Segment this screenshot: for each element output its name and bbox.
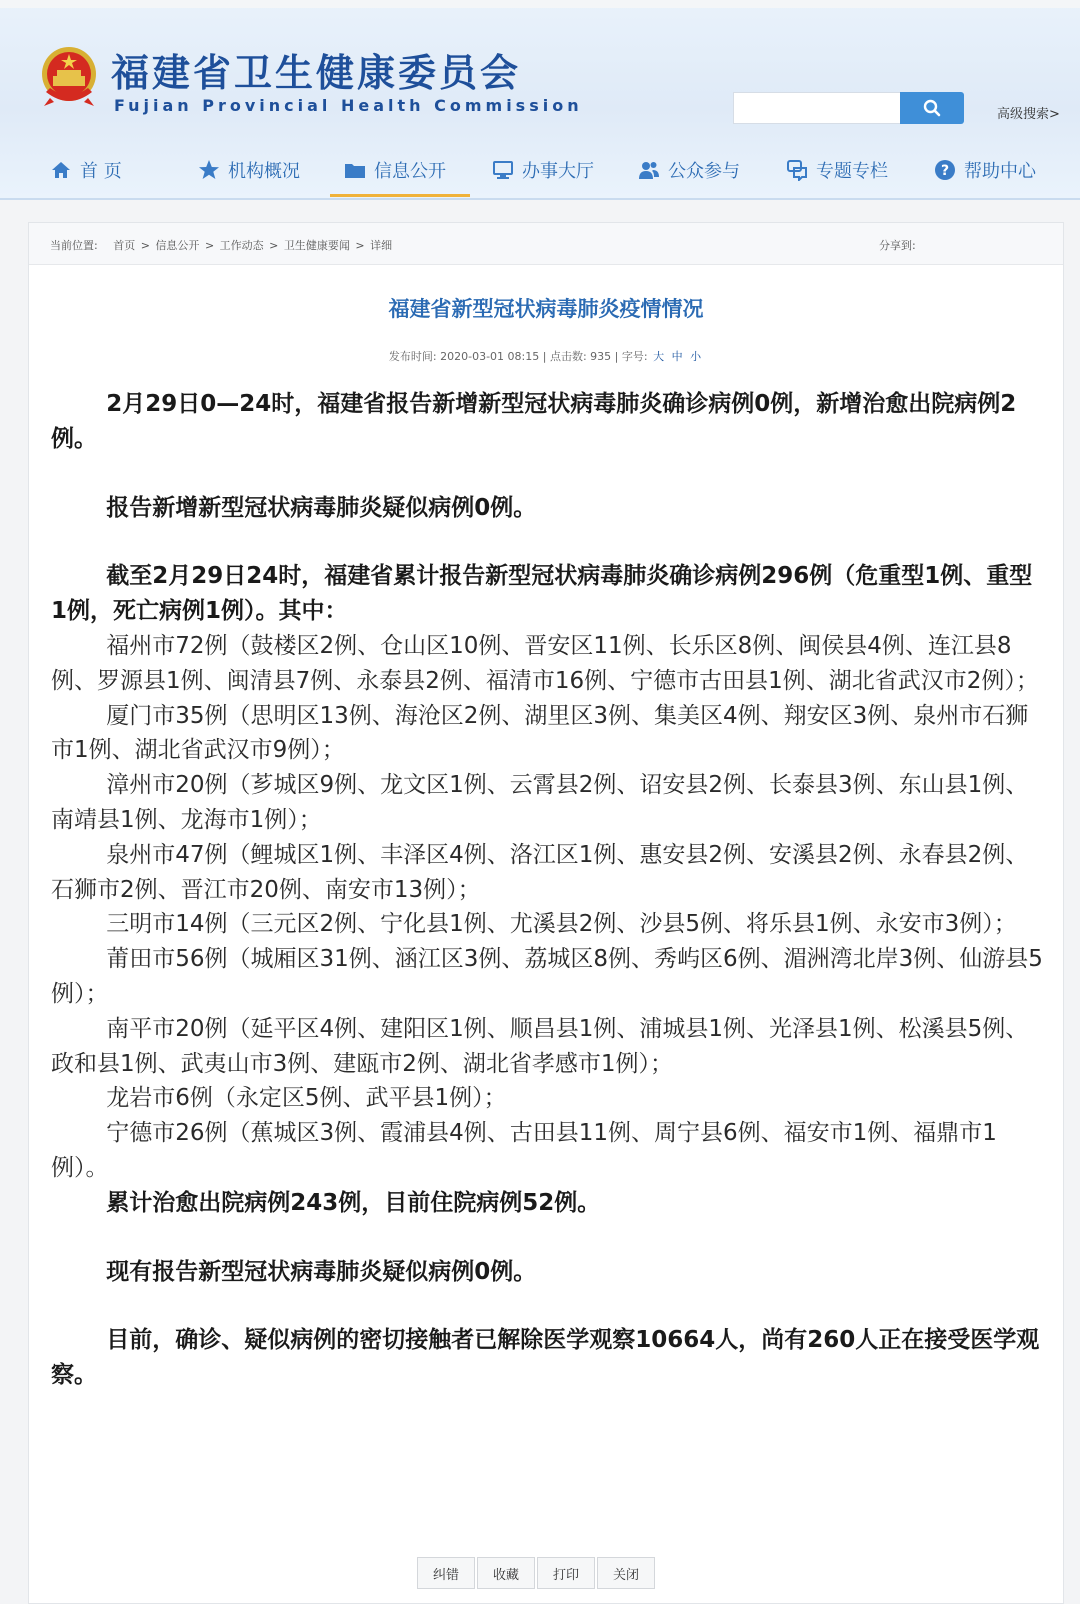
paragraph-putian: 莆田市56例（城厢区31例、涵江区3例、荔城区8例、秀屿区6例、湄洲湾北岸3例、仙游县5例）； <box>51 946 1043 1007</box>
national-emblem-icon <box>38 44 100 110</box>
article-actions <box>417 1557 655 1589</box>
paragraph-zhangzhou: 漳州市20例（芗城区9例、龙文区1例、云霄县2例、诏安县2例、长泰县3例、东山县1例、南靖县1例、龙海市1例）； <box>51 772 1029 833</box>
nav-label: 公众参与 <box>668 161 740 182</box>
print-button[interactable]: 打印 <box>537 1557 595 1589</box>
nav-item-public[interactable] <box>638 152 740 188</box>
site-header <box>0 0 1080 200</box>
nav-label: 帮助中心 <box>964 161 1036 182</box>
breadcrumb-separator: > <box>204 239 215 252</box>
breadcrumb-current: 详细 <box>370 239 393 252</box>
paragraph-gap <box>51 525 1046 559</box>
close-button[interactable]: 关闭 <box>597 1557 655 1589</box>
paragraph-xiamen: 厦门市35例（思明区13例、海沧区2例、湖里区3例、集美区4例、翔安区3例、泉州市石狮市1例、湖北省武汉市9例）； <box>51 702 1029 764</box>
font-size-medium[interactable]: 中 <box>671 350 683 363</box>
breadcrumb-separator: > <box>269 239 279 252</box>
monitor-icon <box>492 159 514 181</box>
top-strip <box>0 0 1080 8</box>
paragraph-nanping: 南平市20例（延平区4例、建阳区1例、顺昌县1例、浦城县1例、光泽县1例、松溪县5例、政和县1例、武夷山市3例、建瓯市2例、湖北省孝感市1例）； <box>51 1015 1029 1077</box>
click-count: 935 <box>590 350 612 363</box>
nav-active-indicator <box>330 194 470 197</box>
breadcrumb <box>50 237 394 253</box>
font-size-small[interactable]: 小 <box>690 350 702 363</box>
paragraph-gap <box>51 1289 1046 1323</box>
users-icon <box>638 159 660 181</box>
article-body <box>51 387 1046 1393</box>
article-meta <box>29 348 1063 364</box>
meta-separator: | <box>542 350 547 363</box>
search-box <box>733 92 901 124</box>
folder-icon <box>344 159 366 181</box>
help-icon <box>934 159 956 181</box>
breadcrumb-news[interactable]: 卫生健康要闻 <box>283 239 350 252</box>
paragraph-fuzhou: 福州市72例（鼓楼区2例、仓山区10例、晋安区11例、长乐区8例、闽侯县4例、连江县8例、罗源县1例、闽清县7例、永泰县2例、福清市16例、宁德市古田县1例、湖北省武汉市2例）； <box>51 632 1039 694</box>
nav-label: 专题专栏 <box>816 161 888 182</box>
font-size-label: 字号: <box>621 350 648 363</box>
nav-label: 信息公开 <box>374 161 446 182</box>
paragraph-gap <box>51 457 1046 491</box>
site-title: 福建省卫生健康委员会 <box>111 51 522 95</box>
site-subtitle: Fujian Provincial Health Commission <box>114 96 583 115</box>
breadcrumb-prefix: 当前位置: <box>50 239 98 252</box>
nav-item-home[interactable] <box>50 152 122 188</box>
nav-item-service[interactable] <box>492 152 594 188</box>
font-size-large[interactable]: 大 <box>653 350 665 363</box>
paragraph-suspected: 报告新增新型冠状病毒肺炎疑似病例0例。 <box>106 494 537 521</box>
paragraph-recovered: 累计治愈出院病例243例，目前住院病例52例。 <box>106 1189 601 1216</box>
main-nav <box>0 148 1080 198</box>
paragraph-sanming: 三明市14例（三元区2例、宁化县1例、尤溪县2例、沙县5例、将乐县1例、永安市3例）； <box>106 911 1017 938</box>
nav-item-help[interactable] <box>934 152 1036 188</box>
paragraph-close-contacts: 目前，确诊、疑似病例的密切接触者已解除医学观察10664人，尚有260人正在接受医学观察。 <box>51 1327 1040 1389</box>
share-label: 分享到: <box>879 239 916 252</box>
paragraph-current-suspected: 现有报告新型冠状病毒肺炎疑似病例0例。 <box>106 1258 537 1285</box>
article-title: 福建省新型冠状病毒肺炎疫情情况 <box>388 297 704 321</box>
paragraph-longyan: 龙岩市6例（永定区5例、武平县1例）； <box>106 1085 507 1112</box>
article-card <box>28 222 1064 1604</box>
clicks-label: 点击数: <box>549 350 587 363</box>
paragraph-quanzhou: 泉州市47例（鲤城区1例、丰泽区4例、洛江区1例、惠安县2例、安溪县2例、永春县2例、石狮市2例、晋江市20例、南安市13例）； <box>51 841 1029 903</box>
search-input[interactable] <box>734 93 900 123</box>
published-label: 发布时间: <box>388 350 437 363</box>
breadcrumb-separator: > <box>140 239 150 252</box>
favorite-button[interactable]: 收藏 <box>477 1557 535 1589</box>
published-time: 2020-03-01 08:15 <box>440 350 540 363</box>
home-icon <box>50 159 72 181</box>
chat-icon <box>786 159 808 181</box>
nav-item-info[interactable] <box>344 152 446 188</box>
meta-separator: | <box>614 350 619 363</box>
nav-item-special[interactable] <box>786 152 888 188</box>
search-button[interactable] <box>900 92 964 124</box>
nav-label: 首 页 <box>80 161 122 182</box>
correct-button[interactable]: 纠错 <box>417 1557 475 1589</box>
nav-item-about[interactable] <box>198 152 300 188</box>
paragraph-ningde: 宁德市26例（蕉城区3例、霞浦县4例、古田县11例、周宁县6例、福安市1例、福鼎市1例）。 <box>51 1120 997 1181</box>
advanced-search-link[interactable]: 高级搜索> <box>997 107 1060 122</box>
star-icon <box>198 159 220 181</box>
paragraph-cumulative: 截至2月29日24时，福建省累计报告新型冠状病毒肺炎确诊病例296例（危重型1例、重型1例，死亡病例1例）。其中： <box>51 563 1033 625</box>
search-icon <box>922 98 942 118</box>
breadcrumb-info[interactable]: 信息公开 <box>155 239 200 252</box>
svg-text:?: ? <box>940 163 950 179</box>
breadcrumb-work[interactable]: 工作动态 <box>219 239 264 252</box>
breadcrumb-separator: > <box>355 239 365 252</box>
nav-label: 办事大厅 <box>522 161 594 182</box>
nav-label: 机构概况 <box>228 161 300 182</box>
breadcrumb-bar <box>29 223 1063 265</box>
paragraph-new-cases: 2月29日0—24时，福建省报告新增新型冠状病毒肺炎确诊病例0例，新增治愈出院病例2例。 <box>51 391 1017 452</box>
paragraph-gap <box>51 1221 1046 1255</box>
breadcrumb-home[interactable]: 首页 <box>113 239 136 252</box>
